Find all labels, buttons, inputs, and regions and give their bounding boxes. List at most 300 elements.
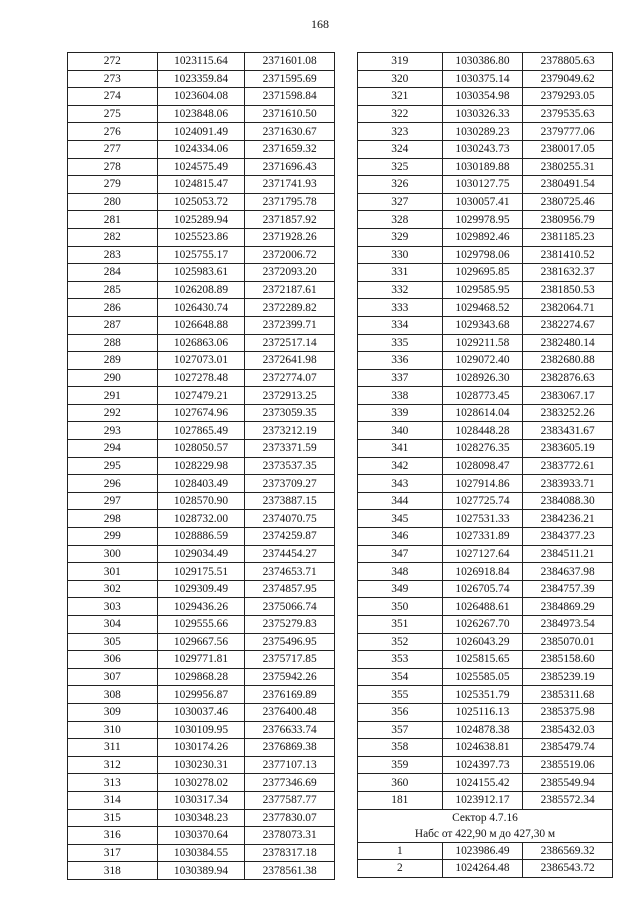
point-number-cell: 319 [358, 53, 443, 71]
table-row [68, 440, 335, 458]
table-row [358, 842, 613, 860]
y-coordinate-cell: 2380956.79 [523, 211, 613, 229]
y-coordinate-cell: 2375717.85 [245, 651, 335, 669]
point-number-cell: 355 [358, 686, 443, 704]
point-number-cell: 1 [358, 842, 443, 860]
point-number-cell: 282 [68, 228, 158, 246]
x-coordinate-cell: 1030348.23 [157, 809, 245, 827]
x-coordinate-cell: 1028570.90 [157, 492, 245, 510]
point-number-cell: 320 [358, 70, 443, 88]
x-coordinate-cell: 1027674.96 [157, 404, 245, 422]
y-coordinate-cell: 2374653.71 [245, 563, 335, 581]
point-number-cell: 350 [358, 598, 443, 616]
y-coordinate-cell: 2381632.37 [523, 264, 613, 282]
x-coordinate-cell: 1030326.33 [442, 105, 523, 123]
point-number-cell: 2 [358, 860, 443, 878]
point-number-cell: 310 [68, 721, 158, 739]
x-coordinate-cell: 1030289.23 [442, 123, 523, 141]
point-number-cell: 340 [358, 422, 443, 440]
point-number-cell: 331 [358, 264, 443, 282]
point-number-cell: 337 [358, 369, 443, 387]
y-coordinate-cell: 2372913.25 [245, 387, 335, 405]
table-row [68, 211, 335, 229]
y-coordinate-cell: 2378073.31 [245, 827, 335, 845]
table-row [358, 299, 613, 317]
x-coordinate-cell: 1028926.30 [442, 369, 523, 387]
page-number: 168 [311, 17, 329, 31]
point-number-cell: 323 [358, 123, 443, 141]
y-coordinate-cell: 2374070.75 [245, 510, 335, 528]
table-row [68, 158, 335, 176]
table-row [358, 774, 613, 792]
y-coordinate-cell: 2379293.05 [523, 88, 613, 106]
table-row [68, 580, 335, 598]
point-number-cell: 273 [68, 70, 158, 88]
x-coordinate-cell: 1023848.06 [157, 105, 245, 123]
y-coordinate-cell: 2376869.38 [245, 739, 335, 757]
x-coordinate-cell: 1025983.61 [157, 264, 245, 282]
table-row [358, 334, 613, 352]
x-coordinate-cell: 1029468.52 [442, 299, 523, 317]
y-coordinate-cell: 2383067.17 [523, 387, 613, 405]
table-row [68, 563, 335, 581]
x-coordinate-cell: 1025289.94 [157, 211, 245, 229]
x-coordinate-cell: 1030230.31 [157, 756, 245, 774]
x-coordinate-cell: 1030278.02 [157, 774, 245, 792]
point-number-cell: 343 [358, 475, 443, 493]
x-coordinate-cell: 1030243.73 [442, 140, 523, 158]
point-number-cell: 305 [68, 633, 158, 651]
x-coordinate-cell: 1027914.86 [442, 475, 523, 493]
point-number-cell: 347 [358, 545, 443, 563]
table-row [358, 686, 613, 704]
point-number-cell: 279 [68, 176, 158, 194]
table-row [358, 563, 613, 581]
y-coordinate-cell: 2376633.74 [245, 721, 335, 739]
x-coordinate-cell: 1029034.49 [157, 545, 245, 563]
table-row [68, 809, 335, 827]
table-row [358, 580, 613, 598]
x-coordinate-cell: 1030375.14 [442, 70, 523, 88]
y-coordinate-cell: 2379535.63 [523, 105, 613, 123]
x-coordinate-cell: 1026488.61 [442, 598, 523, 616]
point-number-cell: 293 [68, 422, 158, 440]
x-coordinate-cell: 1026648.88 [157, 316, 245, 334]
point-number-cell: 334 [358, 316, 443, 334]
x-coordinate-cell: 1029892.46 [442, 228, 523, 246]
y-coordinate-cell: 2371741.93 [245, 176, 335, 194]
table-row [358, 53, 613, 71]
y-coordinate-cell: 2383772.61 [523, 457, 613, 475]
y-coordinate-cell: 2385519.06 [523, 756, 613, 774]
y-coordinate-cell: 2371795.78 [245, 193, 335, 211]
point-number-cell: 327 [358, 193, 443, 211]
x-coordinate-cell: 1028614.04 [442, 404, 523, 422]
x-coordinate-cell: 1029555.66 [157, 616, 245, 634]
point-number-cell: 304 [68, 616, 158, 634]
y-coordinate-cell: 2373537.35 [245, 457, 335, 475]
point-number-cell: 309 [68, 703, 158, 721]
table-row [68, 510, 335, 528]
y-coordinate-cell: 2376169.89 [245, 686, 335, 704]
table-row [358, 422, 613, 440]
x-coordinate-cell: 1028229.98 [157, 457, 245, 475]
y-coordinate-cell: 2372289.82 [245, 299, 335, 317]
point-number-cell: 346 [358, 528, 443, 546]
table-row [68, 457, 335, 475]
table-row [358, 457, 613, 475]
y-coordinate-cell: 2378317.18 [245, 844, 335, 862]
table-row [358, 352, 613, 370]
table-row [358, 193, 613, 211]
table-row [68, 369, 335, 387]
x-coordinate-cell: 1024575.49 [157, 158, 245, 176]
point-number-cell: 330 [358, 246, 443, 264]
table-row [68, 88, 335, 106]
x-coordinate-cell: 1024397.73 [442, 756, 523, 774]
table-row [68, 105, 335, 123]
point-number-cell: 291 [68, 387, 158, 405]
point-number-cell: 276 [68, 123, 158, 141]
y-coordinate-cell: 2384869.29 [523, 598, 613, 616]
point-number-cell: 289 [68, 352, 158, 370]
y-coordinate-cell: 2385375.98 [523, 703, 613, 721]
table-row [358, 316, 613, 334]
x-coordinate-cell: 1024091.49 [157, 123, 245, 141]
table-row [68, 422, 335, 440]
point-number-cell: 280 [68, 193, 158, 211]
x-coordinate-cell: 1028886.59 [157, 528, 245, 546]
table-row [68, 616, 335, 634]
y-coordinate-cell: 2384377.23 [523, 528, 613, 546]
x-coordinate-cell: 1029868.28 [157, 668, 245, 686]
table-row [358, 369, 613, 387]
table-row [68, 545, 335, 563]
x-coordinate-cell: 1028098.47 [442, 457, 523, 475]
table-row [68, 475, 335, 493]
table-row [358, 387, 613, 405]
table-row [358, 528, 613, 546]
x-coordinate-cell: 1029343.68 [442, 316, 523, 334]
x-coordinate-cell: 1029072.40 [442, 352, 523, 370]
x-coordinate-cell: 1025755.17 [157, 246, 245, 264]
point-number-cell: 345 [358, 510, 443, 528]
y-coordinate-cell: 2377107.13 [245, 756, 335, 774]
table-row [68, 598, 335, 616]
point-number-cell: 312 [68, 756, 158, 774]
table-row [68, 862, 335, 880]
point-number-cell: 328 [358, 211, 443, 229]
table-row [68, 774, 335, 792]
x-coordinate-cell: 1030370.64 [157, 827, 245, 845]
y-coordinate-cell: 2372517.14 [245, 334, 335, 352]
point-number-cell: 313 [68, 774, 158, 792]
table-row [358, 492, 613, 510]
x-coordinate-cell: 1030174.26 [157, 739, 245, 757]
y-coordinate-cell: 2379049.62 [523, 70, 613, 88]
y-coordinate-cell: 2384973.54 [523, 616, 613, 634]
point-number-cell: 315 [68, 809, 158, 827]
table-row [68, 193, 335, 211]
point-number-cell: 339 [358, 404, 443, 422]
point-number-cell: 292 [68, 404, 158, 422]
table-row [358, 721, 613, 739]
y-coordinate-cell: 2380017.05 [523, 140, 613, 158]
y-coordinate-cell: 2385432.03 [523, 721, 613, 739]
y-coordinate-cell: 2386569.32 [523, 842, 613, 860]
point-number-cell: 297 [68, 492, 158, 510]
y-coordinate-cell: 2385572.34 [523, 791, 613, 809]
x-coordinate-cell: 1027278.48 [157, 369, 245, 387]
point-number-cell: 353 [358, 651, 443, 669]
table-row [68, 299, 335, 317]
y-coordinate-cell: 2384637.98 [523, 563, 613, 581]
y-coordinate-cell: 2375496.95 [245, 633, 335, 651]
x-coordinate-cell: 1027479.21 [157, 387, 245, 405]
point-number-cell: 278 [68, 158, 158, 176]
point-number-cell: 358 [358, 739, 443, 757]
table-row [358, 616, 613, 634]
table-row [68, 228, 335, 246]
point-number-cell: 360 [358, 774, 443, 792]
table-row [358, 756, 613, 774]
point-number-cell: 301 [68, 563, 158, 581]
y-coordinate-cell: 2384757.39 [523, 580, 613, 598]
x-coordinate-cell: 1028403.49 [157, 475, 245, 493]
point-number-cell: 318 [68, 862, 158, 880]
x-coordinate-cell: 1030389.94 [157, 862, 245, 880]
x-coordinate-cell: 1028276.35 [442, 440, 523, 458]
point-number-cell: 348 [358, 563, 443, 581]
x-coordinate-cell: 1024638.81 [442, 739, 523, 757]
x-coordinate-cell: 1029667.56 [157, 633, 245, 651]
x-coordinate-cell: 1025351.79 [442, 686, 523, 704]
x-coordinate-cell: 1029211.58 [442, 334, 523, 352]
point-number-cell: 285 [68, 281, 158, 299]
x-coordinate-cell: 1028732.00 [157, 510, 245, 528]
point-number-cell: 341 [358, 440, 443, 458]
point-number-cell: 306 [68, 651, 158, 669]
x-coordinate-cell: 1026430.74 [157, 299, 245, 317]
table-row [68, 721, 335, 739]
table-row [358, 475, 613, 493]
table-row [358, 246, 613, 264]
x-coordinate-cell: 1030317.34 [157, 791, 245, 809]
table-row [68, 246, 335, 264]
x-coordinate-cell: 1027865.49 [157, 422, 245, 440]
x-coordinate-cell: 1030189.88 [442, 158, 523, 176]
right-coordinates-table [357, 52, 613, 878]
y-coordinate-cell: 2373059.35 [245, 404, 335, 422]
y-coordinate-cell: 2382480.14 [523, 334, 613, 352]
y-coordinate-cell: 2373887.15 [245, 492, 335, 510]
y-coordinate-cell: 2371598.84 [245, 88, 335, 106]
table-row [68, 53, 335, 71]
y-coordinate-cell: 2384511.21 [523, 545, 613, 563]
point-number-cell: 272 [68, 53, 158, 71]
y-coordinate-cell: 2383605.19 [523, 440, 613, 458]
x-coordinate-cell: 1026863.06 [157, 334, 245, 352]
point-number-cell: 302 [68, 580, 158, 598]
y-coordinate-cell: 2373371.59 [245, 440, 335, 458]
table-row [358, 140, 613, 158]
y-coordinate-cell: 2374454.27 [245, 545, 335, 563]
table-row [68, 703, 335, 721]
table-row [358, 668, 613, 686]
y-coordinate-cell: 2372641.98 [245, 352, 335, 370]
y-coordinate-cell: 2371659.32 [245, 140, 335, 158]
x-coordinate-cell: 1023986.49 [442, 842, 523, 860]
table-row [68, 404, 335, 422]
table-row [68, 334, 335, 352]
point-number-cell: 333 [358, 299, 443, 317]
table-row [68, 528, 335, 546]
point-number-cell: 299 [68, 528, 158, 546]
y-coordinate-cell: 2375942.26 [245, 668, 335, 686]
y-coordinate-cell: 2385158.60 [523, 651, 613, 669]
y-coordinate-cell: 2381185.23 [523, 228, 613, 246]
point-number-cell: 181 [358, 791, 443, 809]
y-coordinate-cell: 2381410.52 [523, 246, 613, 264]
y-coordinate-cell: 2384088.30 [523, 492, 613, 510]
point-number-cell: 281 [68, 211, 158, 229]
y-coordinate-cell: 2374259.87 [245, 528, 335, 546]
point-number-cell: 325 [358, 158, 443, 176]
point-number-cell: 359 [358, 756, 443, 774]
y-coordinate-cell: 2376400.48 [245, 703, 335, 721]
point-number-cell: 354 [358, 668, 443, 686]
point-number-cell: 303 [68, 598, 158, 616]
table-row [358, 739, 613, 757]
y-coordinate-cell: 2372399.71 [245, 316, 335, 334]
table-row [68, 739, 335, 757]
point-number-cell: 324 [358, 140, 443, 158]
y-coordinate-cell: 2371601.08 [245, 53, 335, 71]
point-number-cell: 290 [68, 369, 158, 387]
left-coordinates-table [67, 52, 335, 880]
x-coordinate-cell: 1030386.80 [442, 53, 523, 71]
section-title: Сектор 4.7.16 [452, 811, 518, 824]
x-coordinate-cell: 1025116.13 [442, 703, 523, 721]
point-number-cell: 274 [68, 88, 158, 106]
section-subtitle: Набс от 422,90 м до 427,30 м [414, 827, 556, 840]
table-row [68, 176, 335, 194]
y-coordinate-cell: 2385549.94 [523, 774, 613, 792]
x-coordinate-cell: 1029175.51 [157, 563, 245, 581]
x-coordinate-cell: 1027073.01 [157, 352, 245, 370]
y-coordinate-cell: 2377587.77 [245, 791, 335, 809]
y-coordinate-cell: 2380255.31 [523, 158, 613, 176]
table-row [68, 123, 335, 141]
x-coordinate-cell: 1024334.06 [157, 140, 245, 158]
x-coordinate-cell: 1030057.41 [442, 193, 523, 211]
table-row [68, 827, 335, 845]
x-coordinate-cell: 1024264.48 [442, 860, 523, 878]
x-coordinate-cell: 1028773.45 [442, 387, 523, 405]
table-row [358, 176, 613, 194]
table-row [68, 668, 335, 686]
point-number-cell: 356 [358, 703, 443, 721]
y-coordinate-cell: 2373709.27 [245, 475, 335, 493]
y-coordinate-cell: 2371595.69 [245, 70, 335, 88]
table-row [68, 756, 335, 774]
y-coordinate-cell: 2371857.92 [245, 211, 335, 229]
point-number-cell: 300 [68, 545, 158, 563]
section-header-row [358, 809, 613, 842]
x-coordinate-cell: 1023115.64 [157, 53, 245, 71]
point-number-cell: 311 [68, 739, 158, 757]
x-coordinate-cell: 1026208.89 [157, 281, 245, 299]
table-row [358, 651, 613, 669]
table-row [358, 105, 613, 123]
table-row [68, 316, 335, 334]
x-coordinate-cell: 1029309.49 [157, 580, 245, 598]
y-coordinate-cell: 2380725.46 [523, 193, 613, 211]
point-number-cell: 321 [358, 88, 443, 106]
table-row [68, 791, 335, 809]
point-number-cell: 326 [358, 176, 443, 194]
point-number-cell: 317 [68, 844, 158, 862]
y-coordinate-cell: 2385239.19 [523, 668, 613, 686]
y-coordinate-cell: 2377830.07 [245, 809, 335, 827]
x-coordinate-cell: 1029978.95 [442, 211, 523, 229]
y-coordinate-cell: 2379777.06 [523, 123, 613, 141]
table-row [358, 404, 613, 422]
table-row [358, 158, 613, 176]
x-coordinate-cell: 1024878.38 [442, 721, 523, 739]
y-coordinate-cell: 2372093.20 [245, 264, 335, 282]
y-coordinate-cell: 2371696.43 [245, 158, 335, 176]
table-row [68, 686, 335, 704]
x-coordinate-cell: 1028448.28 [442, 422, 523, 440]
x-coordinate-cell: 1029956.87 [157, 686, 245, 704]
point-number-cell: 295 [68, 457, 158, 475]
point-number-cell: 314 [68, 791, 158, 809]
x-coordinate-cell: 1023604.08 [157, 88, 245, 106]
point-number-cell: 322 [358, 105, 443, 123]
y-coordinate-cell: 2382274.67 [523, 316, 613, 334]
x-coordinate-cell: 1029436.26 [157, 598, 245, 616]
table-row [358, 510, 613, 528]
x-coordinate-cell: 1029771.81 [157, 651, 245, 669]
table-row [358, 440, 613, 458]
point-number-cell: 335 [358, 334, 443, 352]
point-number-cell: 298 [68, 510, 158, 528]
y-coordinate-cell: 2381850.53 [523, 281, 613, 299]
y-coordinate-cell: 2386543.72 [523, 860, 613, 878]
y-coordinate-cell: 2385479.74 [523, 739, 613, 757]
table-row [358, 281, 613, 299]
x-coordinate-cell: 1024155.42 [442, 774, 523, 792]
x-coordinate-cell: 1024815.47 [157, 176, 245, 194]
point-number-cell: 275 [68, 105, 158, 123]
table-row [358, 264, 613, 282]
x-coordinate-cell: 1029695.85 [442, 264, 523, 282]
table-row [358, 703, 613, 721]
x-coordinate-cell: 1025815.65 [442, 651, 523, 669]
table-row [358, 228, 613, 246]
x-coordinate-cell: 1026267.70 [442, 616, 523, 634]
point-number-cell: 338 [358, 387, 443, 405]
point-number-cell: 357 [358, 721, 443, 739]
x-coordinate-cell: 1023359.84 [157, 70, 245, 88]
section-header-cell [358, 809, 613, 842]
table-row [68, 492, 335, 510]
table-row [358, 88, 613, 106]
point-number-cell: 342 [358, 457, 443, 475]
table-row [358, 633, 613, 651]
y-coordinate-cell: 2374857.95 [245, 580, 335, 598]
